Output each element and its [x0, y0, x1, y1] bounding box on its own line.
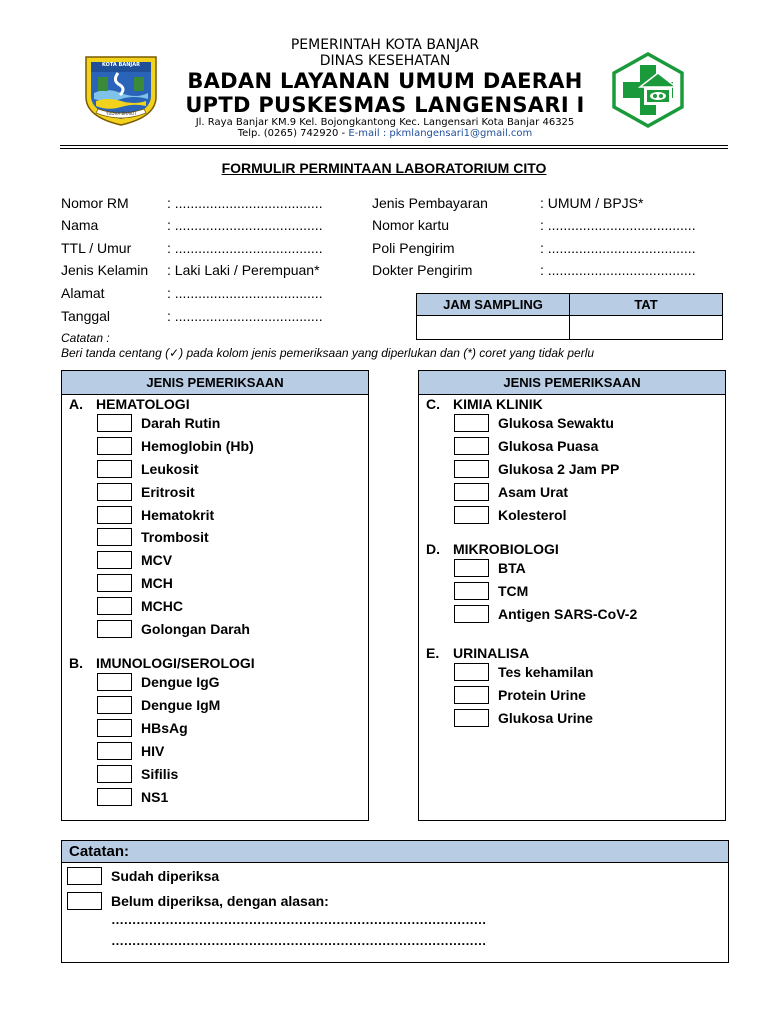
field-value-nomor-rm[interactable]: : ......................................	[167, 195, 323, 211]
section-e-title: URINALISA	[453, 645, 530, 661]
field-value-nomor-kartu[interactable]: : ......................................	[540, 217, 696, 233]
reason-line-1[interactable]: ………………………………………………………………………………	[111, 912, 486, 927]
field-value-poli-pengirim[interactable]: : ......................................	[540, 240, 696, 256]
option-label: Sudah diperiksa	[111, 868, 220, 884]
exam-label: Glukosa Puasa	[498, 438, 599, 454]
section-b-letter: B.	[69, 655, 83, 671]
exam-label: Glukosa 2 Jam PP	[498, 461, 620, 477]
banjar-logo	[82, 53, 160, 127]
checkbox[interactable]	[454, 483, 489, 501]
checkbox[interactable]	[97, 620, 132, 638]
field-value-ttl-umur[interactable]: : ......................................	[167, 240, 323, 256]
exam-label: TCM	[498, 583, 529, 599]
section-e-urinalisa	[426, 645, 529, 661]
section-d-letter: D.	[426, 541, 440, 557]
header-rule-top	[60, 145, 728, 146]
checkbox[interactable]	[454, 460, 489, 478]
field-value-alamat[interactable]: : ......................................	[167, 285, 323, 301]
checkbox[interactable]	[97, 719, 132, 737]
field-value-jenis-kelamin[interactable]: : Laki Laki / Perempuan*	[167, 262, 320, 278]
checkbox[interactable]	[97, 414, 132, 432]
right-panel-heading: JENIS PEMERIKSAAN	[419, 371, 725, 395]
field-label-tanggal: Tanggal	[61, 308, 111, 324]
exam-label: Kolesterol	[498, 507, 567, 523]
exam-label: Trombosit	[141, 529, 209, 545]
field-value-dokter-pengirim[interactable]: : ......................................	[540, 262, 696, 278]
checkbox[interactable]	[454, 437, 489, 455]
banjar-logo-ribbon: YUDHA BHAKTI	[106, 111, 136, 116]
exam-label: HBsAg	[141, 720, 188, 736]
header-contact	[170, 128, 600, 139]
section-d-mikrobiologi	[426, 541, 559, 557]
puskesmas-logo	[610, 51, 686, 129]
checkbox[interactable]	[454, 709, 489, 727]
checkbox[interactable]	[97, 506, 132, 524]
jam-sampling-cell[interactable]	[417, 316, 570, 340]
exam-label: Glukosa Urine	[498, 710, 593, 726]
section-c-kimia-klinik	[426, 396, 543, 412]
checkbox[interactable]	[454, 559, 489, 577]
checkbox[interactable]	[454, 605, 489, 623]
checkbox[interactable]	[454, 686, 489, 704]
note-label: Catatan :	[61, 331, 110, 345]
checkbox[interactable]	[97, 574, 132, 592]
field-label-nomor-rm: Nomor RM	[61, 195, 129, 211]
exam-label: Tes kehamilan	[498, 664, 594, 680]
field-value-jenis-pembayaran[interactable]: : UMUM / BPJS*	[540, 195, 644, 211]
field-label-jenis-kelamin: Jenis Kelamin	[61, 262, 149, 278]
section-c-title: KIMIA KLINIK	[453, 396, 543, 412]
header-rule-bottom	[60, 148, 728, 149]
form-title: FORMULIR PERMINTAAN LABORATORIUM CITO	[221, 160, 547, 176]
field-label-nomor-kartu: Nomor kartu	[372, 217, 450, 233]
exam-label: MCV	[141, 552, 173, 568]
exam-label: Protein Urine	[498, 687, 586, 703]
checkmark-icon: ✓	[169, 346, 180, 360]
field-label-nama: Nama	[61, 217, 99, 233]
exam-label: Glukosa Sewaktu	[498, 415, 614, 431]
checkbox[interactable]	[67, 892, 102, 910]
exam-label: Hematokrit	[141, 507, 215, 523]
section-b-imunologi	[69, 655, 255, 671]
checkbox[interactable]	[97, 696, 132, 714]
note-text-a: Beri tanda centang (	[61, 346, 170, 360]
checkbox[interactable]	[67, 867, 102, 885]
exam-label: HIV	[141, 743, 165, 759]
checkbox[interactable]	[97, 788, 132, 806]
field-label-ttl-umur: TTL / Umur	[61, 240, 132, 256]
header-line4: UPTD PUSKESMAS LANGENSARI I	[185, 93, 585, 117]
header-line2: DINAS KESEHATAN	[319, 53, 451, 69]
exam-label: NS1	[141, 789, 169, 805]
checkbox[interactable]	[97, 483, 132, 501]
section-d-title: MIKROBIOLOGI	[453, 541, 559, 557]
field-value-tanggal[interactable]: : ......................................	[167, 308, 323, 324]
banjar-logo-text: KOTA BANJAR	[102, 62, 140, 68]
tat-cell[interactable]	[570, 316, 723, 340]
header-phone: Telp. (0265) 742920 -	[237, 128, 349, 139]
section-e-letter: E.	[426, 645, 440, 661]
field-label-dokter-pengirim: Dokter Pengirim	[372, 262, 473, 278]
checkbox[interactable]	[97, 673, 132, 691]
exam-label: Hemoglobin (Hb)	[141, 438, 254, 454]
section-a-hematologi	[69, 396, 190, 412]
section-c-letter: C.	[426, 396, 440, 412]
exam-label: Golongan Darah	[141, 621, 250, 637]
header-email-label: E-mail :	[348, 128, 390, 139]
exam-label: Antigen SARS-CoV-2	[498, 606, 638, 622]
section-a-title: HEMATOLOGI	[96, 396, 190, 412]
exam-label: Dengue IgM	[141, 697, 221, 713]
checkbox[interactable]	[97, 460, 132, 478]
section-a-letter: A.	[69, 396, 83, 412]
exam-label: Leukosit	[141, 461, 199, 477]
header-line1: PEMERINTAH KOTA BANJAR	[290, 37, 480, 53]
catatan-heading: Catatan:	[62, 841, 728, 863]
checkbox[interactable]	[97, 765, 132, 783]
header-email: pkmlangensari1@gmail.com	[389, 128, 533, 139]
checkbox[interactable]	[454, 663, 489, 681]
exam-label: Eritrosit	[141, 484, 195, 500]
checkbox[interactable]	[97, 528, 132, 546]
header-line3: BADAN LAYANAN UMUM DAERAH	[187, 69, 583, 93]
exam-label: MCHC	[141, 598, 183, 614]
checkbox[interactable]	[97, 437, 132, 455]
field-label-jenis-pembayaran: Jenis Pembayaran	[372, 195, 488, 211]
checkbox[interactable]	[454, 582, 489, 600]
exam-label: Asam Urat	[498, 484, 569, 500]
note-instruction	[61, 346, 594, 360]
field-value-nama[interactable]: : ......................................	[167, 217, 323, 233]
note-text-b: ) pada kolom jenis pemeriksaan yang diperlukan dan (*) coret yang tidak perlu	[179, 346, 595, 360]
option-label: Belum diperiksa, dengan alasan:	[111, 893, 329, 909]
checkbox[interactable]	[97, 742, 132, 760]
field-label-alamat: Alamat	[61, 285, 105, 301]
header-address: Jl. Raya Banjar KM.9 Kel. Bojongkantong Kec. Langensari Kota Banjar 46325	[195, 117, 575, 128]
sampling-tat-table	[416, 293, 723, 340]
exam-label: Sifilis	[141, 766, 179, 782]
section-b-title: IMUNOLOGI/SEROLOGI	[96, 655, 255, 671]
checkbox[interactable]	[97, 551, 132, 569]
checkbox[interactable]	[97, 597, 132, 615]
tat-header: TAT	[570, 294, 723, 316]
exam-label: MCH	[141, 575, 173, 591]
checkbox[interactable]	[454, 506, 489, 524]
checkbox[interactable]	[454, 414, 489, 432]
left-panel-heading: JENIS PEMERIKSAAN	[62, 371, 368, 395]
exam-label: Dengue IgG	[141, 674, 220, 690]
jam-sampling-header: JAM SAMPLING	[417, 294, 570, 316]
field-label-poli-pengirim: Poli Pengirim	[372, 240, 455, 256]
exam-label: BTA	[498, 560, 526, 576]
exam-label: Darah Rutin	[141, 415, 221, 431]
reason-line-2[interactable]: ………………………………………………………………………………	[111, 933, 486, 948]
